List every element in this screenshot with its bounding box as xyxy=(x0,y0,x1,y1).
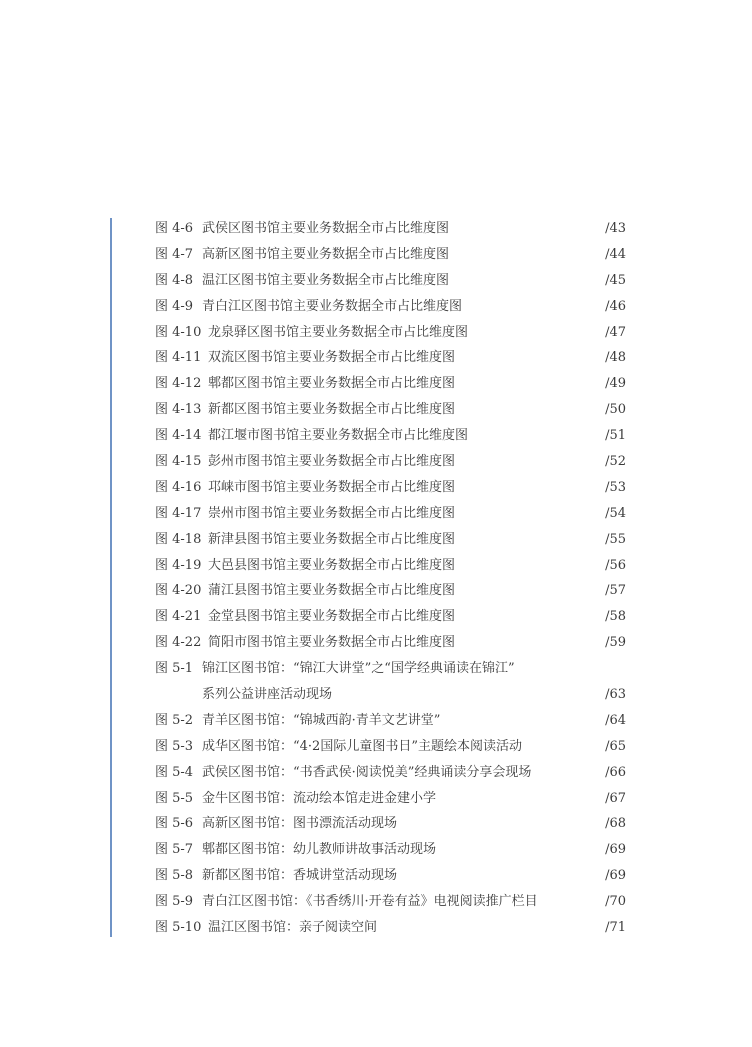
page-number: /66 xyxy=(605,764,626,780)
list-item xyxy=(155,915,630,941)
figure-title: 龙泉驿区图书馆主要业务数据全市占比维度图 xyxy=(208,324,469,340)
page-number: /56 xyxy=(605,557,626,573)
page-number: /69 xyxy=(605,842,626,858)
figure-title: 大邑县图书馆主要业务数据全市占比维度图 xyxy=(208,557,456,573)
figure-number: 图 4-17 xyxy=(155,505,202,521)
figure-number: 图 4-19 xyxy=(155,557,202,573)
figure-title: 高新区图书馆：图书漂流活动现场 xyxy=(202,816,398,832)
list-item xyxy=(155,345,630,371)
figure-title: 青羊区图书馆：“锦城西韵·青羊文艺讲堂” xyxy=(202,712,441,728)
list-item xyxy=(155,656,630,682)
page-number: /69 xyxy=(605,868,626,884)
page-number: /70 xyxy=(605,894,626,910)
page-number: /71 xyxy=(605,920,626,936)
figure-number: 图 5-4 xyxy=(155,764,194,780)
list-item xyxy=(155,553,630,579)
figure-title: 新都区图书馆：香城讲堂活动现场 xyxy=(202,868,398,884)
figure-number: 图 5-9 xyxy=(155,894,194,910)
figure-number: 图 4-20 xyxy=(155,583,202,599)
figure-title: 成华区图书馆：“4·2国际儿童图书日”主题绘本阅读活动 xyxy=(202,738,522,754)
figure-number: 图 4-6 xyxy=(155,221,194,236)
page-number: /51 xyxy=(605,428,626,444)
figure-number: 图 5-10 xyxy=(155,920,202,936)
figure-title: 双流区图书馆主要业务数据全市占比维度图 xyxy=(208,350,456,366)
figure-number: 图 5-2 xyxy=(155,712,194,728)
list-item xyxy=(155,475,630,501)
figure-number: 图 5-1 xyxy=(155,661,194,677)
figure-number: 图 4-10 xyxy=(155,324,202,340)
list-item xyxy=(155,760,630,786)
page-number: /52 xyxy=(605,454,626,470)
figure-number: 图 4-8 xyxy=(155,272,194,288)
page-number: /47 xyxy=(605,324,626,340)
page-number: /55 xyxy=(605,531,626,547)
page-number: /67 xyxy=(605,790,626,806)
list-item xyxy=(155,630,630,656)
list-item xyxy=(155,371,630,397)
list-item xyxy=(155,397,630,423)
page-number: /58 xyxy=(605,609,626,625)
figure-number: 图 5-5 xyxy=(155,790,194,806)
figure-list xyxy=(155,216,630,941)
figure-number: 图 4-18 xyxy=(155,531,202,547)
list-item xyxy=(155,889,630,915)
list-item xyxy=(155,734,630,760)
page-number: /50 xyxy=(605,402,626,418)
figure-number: 图 4-12 xyxy=(155,376,202,392)
figure-title: 温江区图书馆：亲子阅读空间 xyxy=(208,920,378,936)
figure-title: 郫都区图书馆：幼儿教师讲故事活动现场 xyxy=(202,842,437,858)
page-number: /64 xyxy=(605,712,626,728)
figure-title: 金牛区图书馆：流动绘本馆走进金建小学 xyxy=(202,790,437,806)
list-item xyxy=(155,682,630,708)
figure-number: 图 4-16 xyxy=(155,479,202,495)
figure-title: 郫都区图书馆主要业务数据全市占比维度图 xyxy=(208,376,456,392)
figure-title: 温江区图书馆主要业务数据全市占比维度图 xyxy=(202,272,450,288)
figure-title: 崇州市图书馆主要业务数据全市占比维度图 xyxy=(208,505,456,521)
figure-number: 图 5-8 xyxy=(155,868,194,884)
list-item xyxy=(155,294,630,320)
page-number: /46 xyxy=(605,298,626,314)
page-number: /45 xyxy=(605,272,626,288)
figure-number: 图 4-22 xyxy=(155,635,202,651)
page-number: /43 xyxy=(605,221,626,236)
figure-title: 武侯区图书馆主要业务数据全市占比维度图 xyxy=(202,221,450,236)
list-item xyxy=(155,320,630,346)
list-item xyxy=(155,268,630,294)
page-number: /57 xyxy=(605,583,626,599)
list-item xyxy=(155,708,630,734)
figure-title: 新都区图书馆主要业务数据全市占比维度图 xyxy=(208,402,456,418)
list-item xyxy=(155,578,630,604)
page-number: /49 xyxy=(605,376,626,392)
list-item xyxy=(155,811,630,837)
figure-title: 新津县图书馆主要业务数据全市占比维度图 xyxy=(208,531,456,547)
figure-title: 都江堰市图书馆主要业务数据全市占比维度图 xyxy=(208,428,469,444)
list-item xyxy=(155,604,630,630)
figure-title: 青白江区图书馆：《书香绣川·开卷有益》电视阅读推广栏目 xyxy=(202,894,538,910)
figure-title: 简阳市图书馆主要业务数据全市占比维度图 xyxy=(208,635,456,651)
figure-number: 图 4-15 xyxy=(155,454,202,470)
page-number: /65 xyxy=(605,738,626,754)
page-number: /53 xyxy=(605,479,626,495)
page-number: /63 xyxy=(605,687,626,703)
list-item xyxy=(155,863,630,889)
figure-number: 图 4-14 xyxy=(155,428,202,444)
figure-number: 图 4-11 xyxy=(155,350,202,366)
figure-number: 图 5-3 xyxy=(155,738,194,754)
figure-title: 青白江区图书馆主要业务数据全市占比维度图 xyxy=(202,298,463,314)
figure-title: 蒲江县图书馆主要业务数据全市占比维度图 xyxy=(208,583,456,599)
list-item xyxy=(155,837,630,863)
figure-title: 高新区图书馆主要业务数据全市占比维度图 xyxy=(202,246,450,262)
page-number: /54 xyxy=(605,505,626,521)
list-item xyxy=(155,449,630,475)
figure-number: 图 4-9 xyxy=(155,298,194,314)
list-item xyxy=(155,501,630,527)
page-number: /59 xyxy=(605,635,626,651)
figure-title: 锦江区图书馆：“锦江大讲堂”之“国学经典诵读在锦江” xyxy=(202,661,515,677)
figure-number: 图 5-7 xyxy=(155,842,194,858)
figure-title: 武侯区图书馆：“书香武侯·阅读悦美”经典诵读分享会现场 xyxy=(202,764,532,780)
page-number: /68 xyxy=(605,816,626,832)
figure-title-continuation: 系列公益讲座活动现场 xyxy=(202,687,333,703)
list-item xyxy=(155,216,630,242)
figure-title: 彭州市图书馆主要业务数据全市占比维度图 xyxy=(208,454,456,470)
figure-title: 金堂县图书馆主要业务数据全市占比维度图 xyxy=(208,609,456,625)
list-item xyxy=(155,423,630,449)
list-item xyxy=(155,527,630,553)
list-item xyxy=(155,242,630,268)
figure-number: 图 5-6 xyxy=(155,816,194,832)
page-number: /48 xyxy=(605,350,626,366)
figure-title: 邛崃市图书馆主要业务数据全市占比维度图 xyxy=(208,479,456,495)
figure-number: 图 4-7 xyxy=(155,246,194,262)
figure-number: 图 4-21 xyxy=(155,609,202,625)
figure-number: 图 4-13 xyxy=(155,402,202,418)
page-number: /44 xyxy=(605,246,626,262)
margin-rule xyxy=(110,218,112,937)
list-item xyxy=(155,786,630,812)
